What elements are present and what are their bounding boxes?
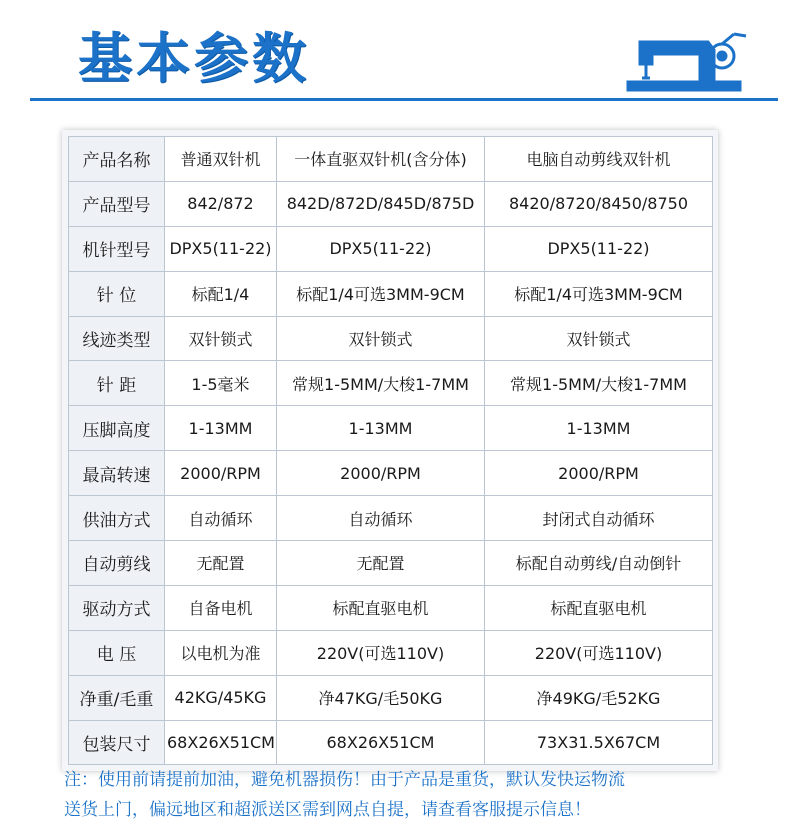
table-cell: 自动循环: [165, 496, 277, 541]
row-label: 电 压: [69, 630, 165, 675]
row-label: 自动剪线: [69, 541, 165, 586]
table-cell: DPX5(11-22): [277, 226, 485, 271]
table-cell: 1-5毫米: [165, 361, 277, 406]
table-row: [69, 181, 713, 226]
sewing-machine-icon: [622, 20, 752, 100]
table-cell: 2000/RPM: [165, 451, 277, 496]
table-cell: DPX5(11-22): [165, 226, 277, 271]
table-row: [69, 271, 713, 316]
table-row: [69, 451, 713, 496]
row-label: 净重/毛重: [69, 675, 165, 720]
row-label: 驱动方式: [69, 585, 165, 630]
table-cell: 标配1/4可选3MM-9CM: [485, 271, 713, 316]
table-cell: 2000/RPM: [277, 451, 485, 496]
row-label: 最高转速: [69, 451, 165, 496]
table-row: [69, 226, 713, 271]
table-cell: 以电机为准: [165, 630, 277, 675]
table-cell: 一体直驱双针机(含分体): [277, 137, 485, 182]
table-cell: 1-13MM: [485, 406, 713, 451]
table-cell: 73X31.5X67CM: [485, 720, 713, 765]
table-cell: 净47KG/毛50KG: [277, 675, 485, 720]
table-cell: 1-13MM: [165, 406, 277, 451]
table-cell: 220V(可选110V): [277, 630, 485, 675]
spec-table-container: [62, 130, 718, 771]
row-label: 压脚高度: [69, 406, 165, 451]
table-cell: 42KG/45KG: [165, 675, 277, 720]
row-label: 线迹类型: [69, 316, 165, 361]
table-row: [69, 720, 713, 765]
table-row: [69, 361, 713, 406]
table-cell: 68X26X51CM: [277, 720, 485, 765]
table-cell: 无配置: [277, 541, 485, 586]
table-cell: 无配置: [165, 541, 277, 586]
table-cell: 常规1-5MM/大梭1-7MM: [485, 361, 713, 406]
table-cell: 封闭式自动循环: [485, 496, 713, 541]
table-cell: 普通双针机: [165, 137, 277, 182]
table-row: [69, 630, 713, 675]
table-cell: 2000/RPM: [485, 451, 713, 496]
table-row: [69, 496, 713, 541]
table-cell: 电脑自动剪线双针机: [485, 137, 713, 182]
table-cell: 标配1/4: [165, 271, 277, 316]
table-row: [69, 406, 713, 451]
table-cell: 标配直驱电机: [277, 585, 485, 630]
table-cell: 842D/872D/845D/875D: [277, 181, 485, 226]
table-cell: 双针锁式: [485, 316, 713, 361]
table-cell: 68X26X51CM: [165, 720, 277, 765]
row-label: 包装尺寸: [69, 720, 165, 765]
table-row: [69, 137, 713, 182]
table-row: [69, 585, 713, 630]
table-row: [69, 316, 713, 361]
table-cell: 标配自动剪线/自动倒针: [485, 541, 713, 586]
header-divider: [30, 98, 778, 101]
table-cell: 自动循环: [277, 496, 485, 541]
header: [0, 0, 800, 104]
row-label: 产品名称: [69, 137, 165, 182]
table-row: [69, 541, 713, 586]
table-cell: 842/872: [165, 181, 277, 226]
table-cell: 双针锁式: [165, 316, 277, 361]
row-label: 针 距: [69, 361, 165, 406]
table-row: [69, 675, 713, 720]
table-cell: 自备电机: [165, 585, 277, 630]
table-cell: 双针锁式: [277, 316, 485, 361]
row-label: 供油方式: [69, 496, 165, 541]
row-label: 针 位: [69, 271, 165, 316]
row-label: 机针型号: [69, 226, 165, 271]
note-line: 送货上门，偏远地区和超派送区需到网点自提，请查看客服提示信息！: [64, 800, 591, 820]
table-cell: 常规1-5MM/大梭1-7MM: [277, 361, 485, 406]
row-label: 产品型号: [69, 181, 165, 226]
table-cell: 标配直驱电机: [485, 585, 713, 630]
note-line: 注：使用前请提前加油，避免机器损伤！由于产品是重货，默认发快运物流: [64, 770, 625, 790]
table-cell: 净49KG/毛52KG: [485, 675, 713, 720]
shipping-note: [64, 765, 764, 825]
table-cell: DPX5(11-22): [485, 226, 713, 271]
table-cell: 8420/8720/8450/8750: [485, 181, 713, 226]
page-title: 基本参数: [78, 27, 310, 90]
table-cell: 标配1/4可选3MM-9CM: [277, 271, 485, 316]
table-cell: 220V(可选110V): [485, 630, 713, 675]
spec-table: [68, 136, 713, 765]
table-cell: 1-13MM: [277, 406, 485, 451]
